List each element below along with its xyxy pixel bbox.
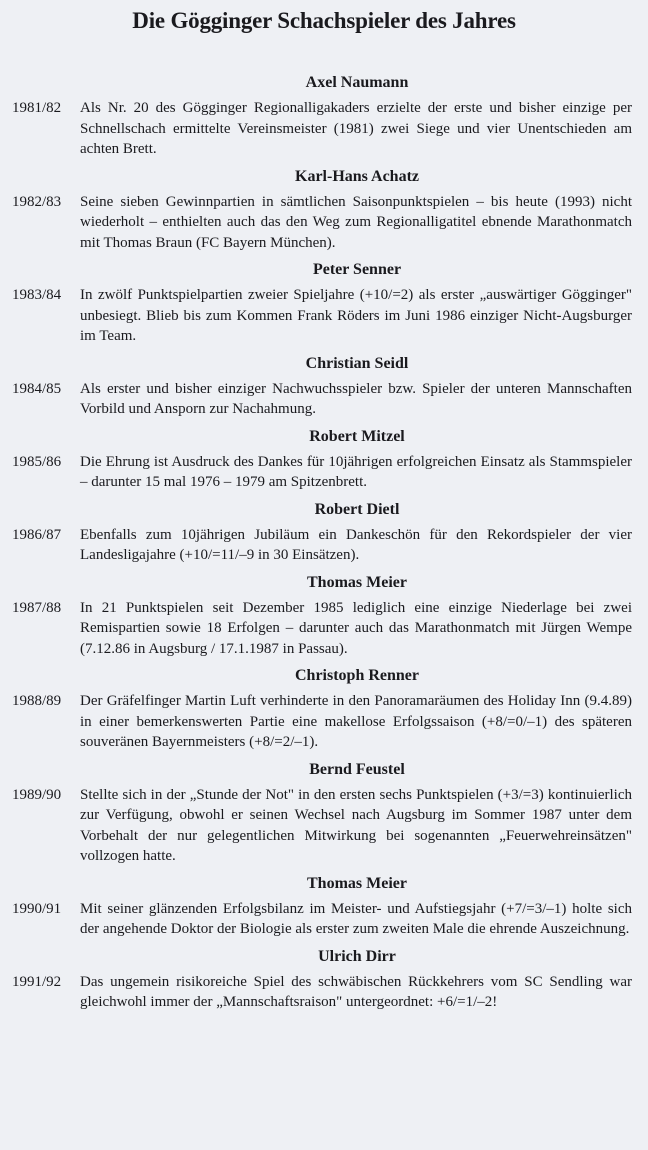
entry-row [12,379,632,420]
player-list [12,74,632,1021]
player-name: Peter Senner [312,261,402,278]
entry-row [12,598,632,660]
entry-row [12,192,632,254]
player-name: Karl-Hans Achatz [295,167,419,185]
player-entry [12,355,632,420]
page-title: Die Gögginger Schachspieler des Jahres [132,8,516,33]
player-entry [12,948,632,1013]
entry-text: In 21 Punktspielen seit Dezember 1985 lediglich eine einzige Niederlage bei zwei Remispartien sowie 18 Erfolgen – darunter auch das Marathonmatch mit Jürgen Wempe (7.12.86 in Augsburg / 17.1.1987 in Passau). [80,599,632,657]
player-name: Christoph Renner [294,667,419,684]
entry-row [12,972,632,1013]
player-entry [12,574,632,660]
player-name: Bernd Feustel [309,760,405,778]
season-label: 1991/92 [12,973,62,990]
entry-row [12,525,632,566]
player-entry [12,501,632,566]
season-label: 1989/90 [12,786,62,803]
entry-text: Seine sieben Gewinnpartien in sämtlichen Saisonpunktspielen – bis heute (1993) nicht wiederholt – enthielten auch das den Weg zum Regionalligatitel ebnende Marathonmatch mit Thomas Braun (FC Bayern München). [80,193,632,251]
season-label: 1990/91 [12,900,62,917]
player-name: Ulrich Dirr [318,947,396,965]
player-name: Thomas Meier [307,573,407,591]
player-name: Robert Dietl [314,500,400,518]
entry-row [12,785,632,867]
season-label: 1985/86 [12,453,62,470]
entry-text: Die Ehrung ist Ausdruck des Dankes für 10jährigen erfolgreichen Einsatz als Stammspieler – darunter 15 mal 1976 – 1979 am Spitzenbrett. [80,453,632,490]
player-name: Robert Mitzel [309,427,405,445]
player-entry [12,428,632,493]
season-label: 1982/83 [12,193,62,210]
player-entry [12,761,632,867]
player-name: Thomas Meier [307,874,407,892]
entry-text: Ebenfalls zum 10jährigen Jubiläum ein Dankeschön für den Rekordspieler der vier Landesligajahre (+10/=11/–9 in 30 Einsätzen). [80,526,632,563]
entry-row [12,899,632,940]
player-entry [12,74,632,160]
player-name: Christian Seidl [305,354,409,372]
season-label: 1988/89 [12,693,62,709]
season-label: 1983/84 [12,287,62,303]
entry-row [12,285,632,347]
entry-text: Mit seiner glänzenden Erfolgsbilanz im Meister- und Aufstiegsjahr (+7/=3/–1) holte sich der angehende Doktor der Biologie als erster zum zweiten Male die ehrende Auszeichnung. [80,900,632,937]
player-name: Axel Naumann [305,74,409,91]
player-entry [12,667,632,753]
entry-text: In zwölf Punktspielpartien zweier Spieljahre (+10/=2) als erster „auswärtiger Gögginger" unbesiegt. Blieb bis zum Kommen Frank Röders im Juni 1986 einziger Nicht-Augsburger im Team. [80,287,632,344]
entry-text: Als Nr. 20 des Gögginger Regionalligakaders erzielte der erste und bisher einzige per Schnellschach ermittelte Vereinsmeister (1981) zwei Siege und vier Unentschieden am achten Brett. [80,100,632,157]
player-entry [12,168,632,254]
entry-text: Stellte sich in der „Stunde der Not" in den ersten sechs Punktspielen (+3/=3) kontinuierlich zur Verfügung, obwohl er seinen Wechsel nach Augsburg im Sommer 1987 unter dem Vorbehalt der nur gelegentlichen Mitwirkung bei sogenannten „Feuerwehreinsätzen" vollzogen hatte. [80,786,632,864]
entry-row [12,452,632,493]
player-entry [12,875,632,940]
entry-text: Der Gräfelfinger Martin Luft verhinderte in den Panoramaräumen des Holiday Inn (9.4.89) in einer bemerkenswerten Partie eine makellose Erfolgssaison (+8/=0/–1) des späteren souveränen Bayernmeisters (+8/=2/–1). [80,693,632,750]
season-label: 1984/85 [12,380,62,397]
entry-text: Als erster und bisher einziger Nachwuchsspieler bzw. Spieler der unteren Mannschaften Vorbild und Ansporn zur Nachahmung. [80,380,632,417]
entry-row [12,691,632,753]
season-label: 1981/82 [12,100,62,116]
season-label: 1986/87 [12,526,62,543]
player-entry [12,261,632,347]
entry-row [12,98,632,160]
entry-text: Das ungemein risikoreiche Spiel des schwäbischen Rückkehrers vom SC Sendling war gleichwohl immer der „Mannschaftsraison" untergeordnet: +6/=1/–2! [80,973,632,1010]
season-label: 1987/88 [12,599,62,616]
